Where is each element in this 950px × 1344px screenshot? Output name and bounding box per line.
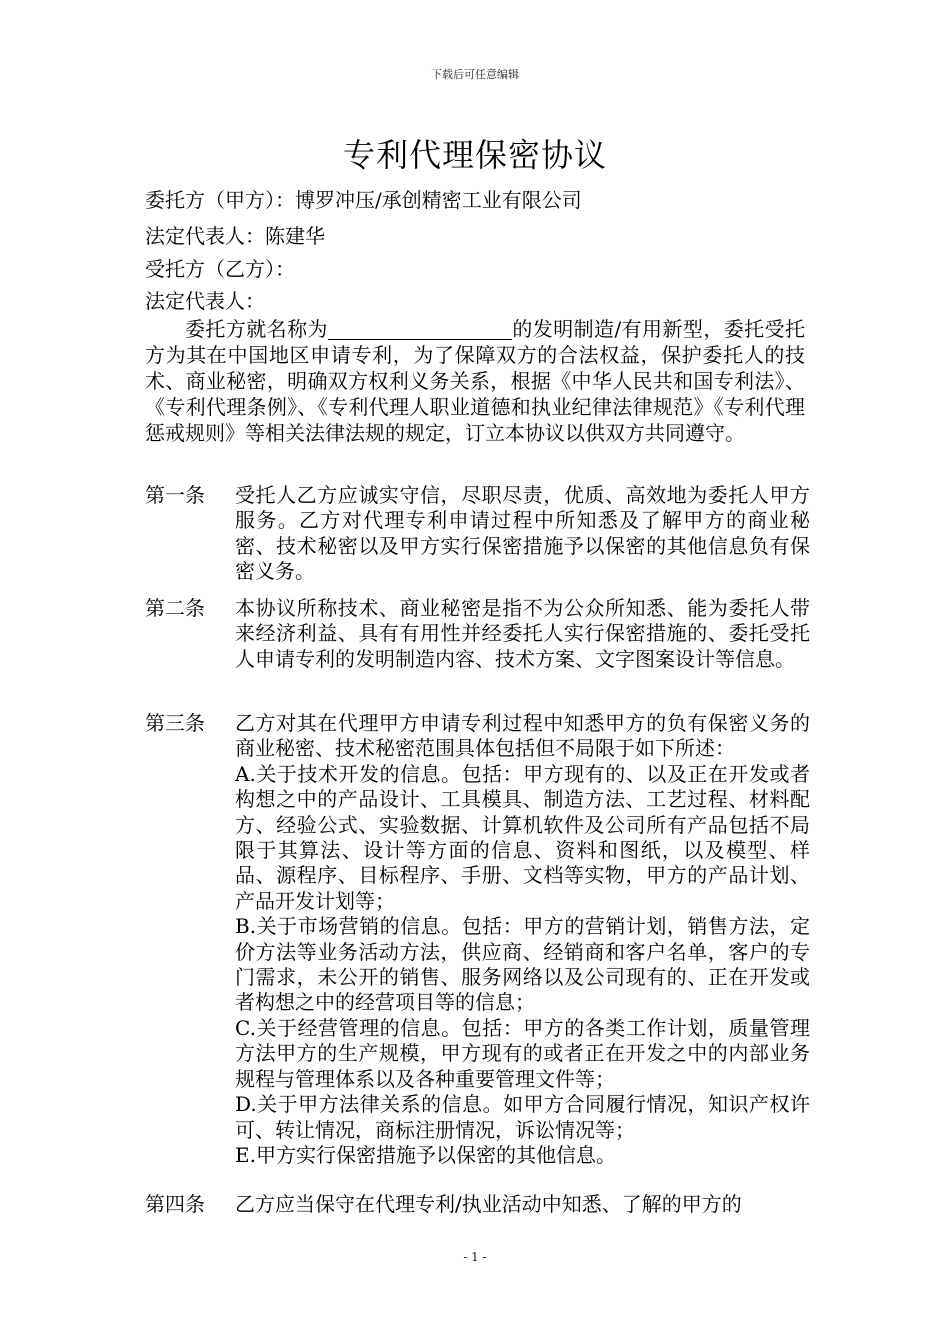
article-1 (145, 483, 810, 585)
intro-paragraph (145, 316, 805, 446)
article-paragraph: 乙方应当保守在代理专利/执业活动中知悉、了解的甲方的 (235, 1192, 742, 1216)
article-body (235, 1192, 810, 1217)
intro-text-before-blank: 委托方就名称为 (185, 317, 328, 341)
article-item-e: E.甲方实行保密措施予以保密的其他信息。 (235, 1142, 616, 1167)
article-body (235, 483, 810, 585)
article-2 (145, 596, 810, 672)
intro-text-after-blank: 的发明制造/有用新型，委托受托方为其在中国地区申请专利，为了保障双方的合法权益，保护委托人的技术、商业秘密，明确双方权利义务关系，根据《中华人民共和国专利法》、《专利代理条例》、《专利代理人职业道德和执业纪律法律规范》《专利代理惩戒规则》等相关法律法规的规定，订立本协议以供双方共同遵守。 (145, 317, 805, 445)
article-item-c: C.关于经营管理的信息。包括：甲方的各类工作计划，质量管理方法甲方的生产规模，甲方现有的或者正在开发之中的内部业务规程与管理体系以及各种重要管理文件等； (235, 1015, 810, 1091)
article-paragraph: 本协议所称技术、商业秘密是指不为公众所知悉、能为委托人带来经济利益、具有有用性并经委托人实行保密措施的、委托受托人申请专利的发明制造内容、技术方案、文字图案设计等信息。 (235, 596, 810, 671)
party-client-representative: 法定代表人：陈建华 (145, 224, 325, 248)
article-4 (145, 1192, 810, 1217)
party-agent: 受托方（乙方）： (145, 257, 295, 281)
page-number: - 1 - (463, 1250, 487, 1264)
article-label: 第四条 (145, 1192, 205, 1216)
header-note: 下载后可任意编辑 (431, 68, 519, 81)
article-label: 第二条 (145, 596, 205, 620)
party-client: 委托方（甲方）：博罗冲压/承创精密工业有限公司 (145, 188, 582, 212)
party-agent-representative: 法定代表人： (145, 289, 265, 313)
article-item-d: D.关于甲方法律关系的信息。如甲方合同履行情况，知识产权许可、转让情况，商标注册情况，诉讼情况等； (235, 1092, 810, 1142)
article-3 (145, 711, 810, 1168)
article-body (235, 596, 810, 672)
document-title: 专利代理保密协议 (342, 136, 607, 174)
name-blank-line (328, 319, 512, 340)
article-item-b: B.关于市场营销的信息。包括：甲方的营销计划，销售方法，定价方法等业务活动方法，供应商、经销商和客户名单，客户的专门需求，未公开的销售、服务网络以及公司现有的、正在开发或者构想之中的经营项目等的信息； (235, 914, 810, 1015)
article-paragraph: 乙方对其在代理甲方申请专利过程中知悉甲方的负有保密义务的商业秘密、技术秘密范围具体包括但不局限于如下所述： (235, 711, 810, 761)
article-label: 第三条 (145, 711, 205, 735)
article-item-a: A.关于技术开发的信息。包括：甲方现有的、以及正在开发或者构想之中的产品设计、工具模具、制造方法、工艺过程、材料配方、经验公式、实验数据、计算机软件及公司所有产品包括不局限于其算法、设计等方面的信息、资料和图纸，以及模型、样品、源程序、目标程序、手册、文档等实物，甲方的产品计划、产品开发计划等； (235, 761, 810, 913)
article-paragraph: 受托人乙方应诚实守信，尽职尽责，优质、高效地为委托人甲方服务。乙方对代理专利申请过程中所知悉及了解甲方的商业秘密、技术秘密以及甲方实行保密措施予以保密的其他信息负有保密义务。 (235, 483, 810, 584)
article-body (235, 711, 810, 1168)
article-label: 第一条 (145, 483, 205, 507)
